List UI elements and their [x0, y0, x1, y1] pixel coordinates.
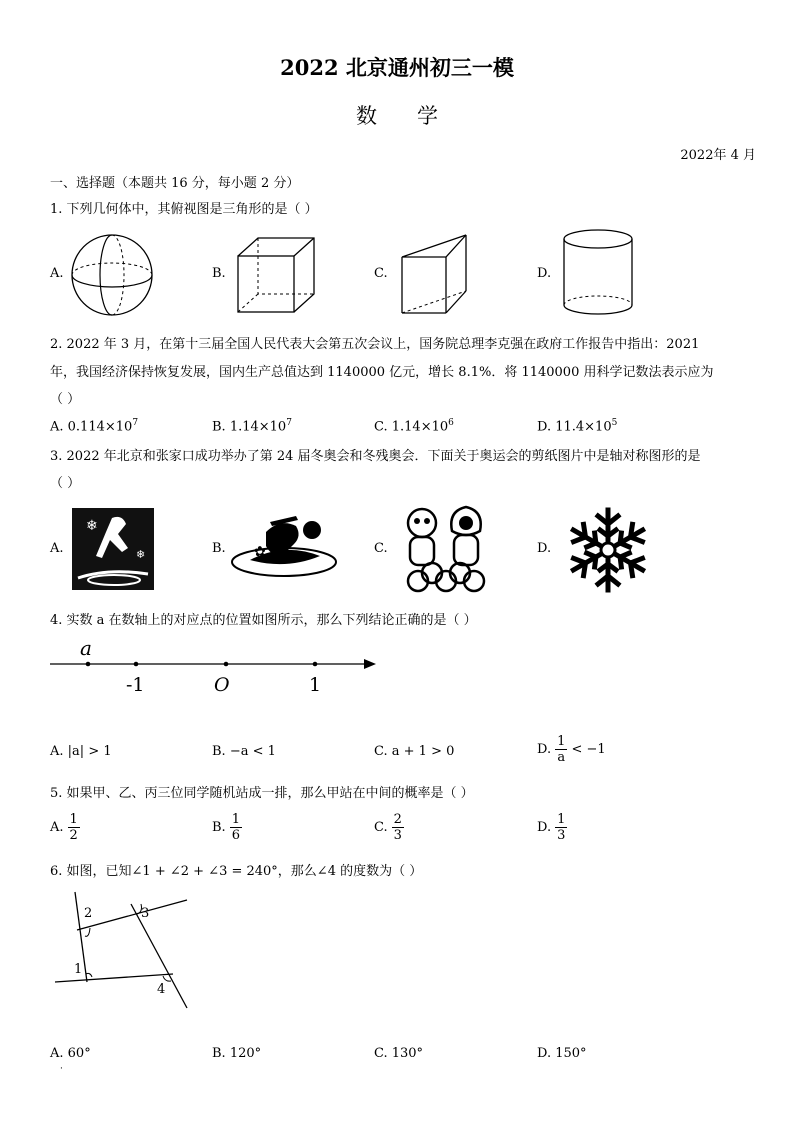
- snowflake-papercut-image: [563, 505, 653, 595]
- q6-option-d: D. 150°: [537, 1046, 587, 1061]
- q2-option-d: D. $11.4\times 10^5$: [537, 418, 618, 435]
- q2-stem-line3: （ ）: [50, 392, 81, 407]
- q4-option-d: D. $\frac{1}{a}$ < −1: [537, 734, 606, 765]
- skier-papercut-image: [72, 508, 154, 590]
- q2-option-c: C. $1.14\times 10^6$: [374, 418, 454, 435]
- q1-option-a-label: A.: [50, 266, 64, 281]
- skater-papercut-image: [230, 512, 342, 582]
- triangular-prism-figure: [398, 233, 478, 318]
- q1-option-d-label: D.: [537, 266, 552, 281]
- quadrilateral-angle-figure: [55, 890, 195, 1015]
- number-line-label-a: a: [80, 636, 92, 660]
- q6-option-a: A. 60°: [50, 1046, 91, 1061]
- q6-stem: 6. 如图，已知∠1 + ∠2 + ∠3 = 240°，那么∠4 的度数为（ ）: [50, 864, 423, 879]
- q5-stem: 5. 如果甲、乙、丙三位同学随机站成一排，那么甲站在中间的概率是（ ）: [50, 786, 474, 801]
- subject-title: 数学: [356, 104, 478, 128]
- q4-option-a: A. |a| > 1: [50, 744, 112, 759]
- q1-stem: 1. 下列几何体中，其俯视图是三角形的是（ ）: [50, 202, 318, 217]
- angle-label-2: 2: [84, 906, 93, 921]
- footer-mark: ·: [60, 1064, 63, 1074]
- mascots-papercut-image: [400, 503, 492, 595]
- q1-option-b-label: B.: [212, 266, 226, 281]
- q3-option-b-label: B.: [212, 541, 226, 556]
- number-line-label-origin: O: [214, 674, 230, 696]
- sphere-figure: [64, 233, 164, 318]
- q3-stem-line1: 3. 2022 年北京和张家口成功举办了第 24 届冬奥会和冬残奥会．下面关于奥运会的剪纸图片中是轴对称图形的是: [50, 449, 701, 464]
- section-heading: 一、选择题（本题共 16 分，每小题 2 分）: [50, 176, 300, 191]
- q2-stem-line1: 2. 2022 年 3 月，在第十三届全国人民代表大会第五次会议上，国务院总理李克强在政府工作报告中指出：2021: [50, 337, 700, 352]
- angle-label-4: 4: [157, 982, 166, 997]
- q3-option-c-label: C.: [374, 541, 388, 556]
- q5-option-d: D. $\frac{1}{3}$: [537, 812, 566, 843]
- exam-date: 2022年 4 月: [680, 148, 756, 163]
- q3-stem-line2: （ ）: [50, 476, 81, 491]
- q5-option-c: C. $\frac{2}{3}$: [374, 812, 402, 843]
- q3-option-a-label: A.: [50, 541, 64, 556]
- svg-text:❄: ❄: [136, 548, 146, 561]
- q2-option-b: B. $1.14\times 10^7$: [212, 418, 292, 435]
- svg-text:❄: ❄: [86, 518, 98, 534]
- q4-option-b: B. −a < 1: [212, 744, 276, 759]
- cylinder-figure: [560, 227, 640, 319]
- q2-option-a: A. $0.114\times 10^7$: [50, 418, 139, 435]
- number-line-label-minus-one: -1: [126, 674, 145, 696]
- cube-figure: [232, 236, 322, 316]
- q1-option-c-label: C.: [374, 266, 388, 281]
- number-line-label-one: 1: [309, 674, 322, 696]
- q2-stem-line2: 年，我国经济保持恢复发展，国内生产总值达到 1140000 亿元，增长 8.1%．将 1140000 用科学记数法表示应为: [50, 365, 714, 380]
- q4-stem: 4. 实数 a 在数轴上的对应点的位置如图所示，那么下列结论正确的是（ ）: [50, 613, 477, 628]
- q6-option-b: B. 120°: [212, 1046, 262, 1061]
- q4-option-c: C. a + 1 > 0: [374, 744, 455, 759]
- angle-label-1: 1: [74, 962, 83, 977]
- q6-option-c: C. 130°: [374, 1046, 424, 1061]
- angle-label-3: 3: [141, 906, 150, 921]
- svg-text:✿: ✿: [254, 544, 266, 560]
- q5-option-a: A. $\frac{1}{2}$: [50, 812, 78, 843]
- page-title: 2022 北京通州初三一模: [280, 55, 514, 80]
- q3-option-d-label: D.: [537, 541, 552, 556]
- q5-option-b: B. $\frac{1}{6}$: [212, 812, 240, 843]
